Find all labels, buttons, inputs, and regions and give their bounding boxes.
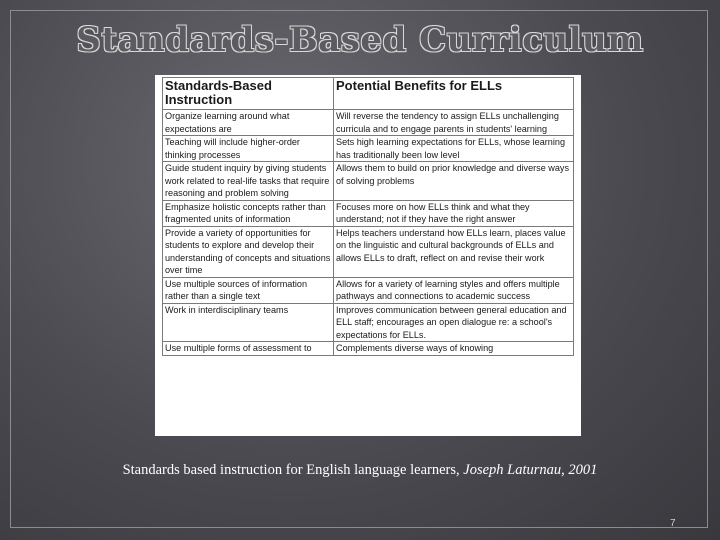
column-header: Potential Benefits for ELLs <box>334 78 574 110</box>
slide-caption <box>0 462 720 479</box>
benefits-table <box>162 77 574 356</box>
table-row <box>163 277 574 303</box>
table-cell: Helps teachers understand how ELLs learn, places value on the linguistic and cultural backgrounds of ELLs and allows ELLs to draft, reflect on and revise their work <box>334 226 574 277</box>
caption-text: Standards based instruction for English language learners, <box>122 462 464 478</box>
table-cell: Guide student inquiry by giving students work related to real-life tasks that require reasoning and problem solving <box>163 162 334 201</box>
table-cell: Organize learning around what expectations are <box>163 110 334 136</box>
table-cell: Teaching will include higher-order thinking processes <box>163 136 334 162</box>
table-row <box>163 162 574 201</box>
table-cell: Focuses more on how ELLs think and what they understand; not if they have the right answer <box>334 200 574 226</box>
slide-title: Standards-Based Curriculum <box>76 20 644 60</box>
table-cell: Use multiple forms of assessment to <box>163 342 334 356</box>
column-header: Standards-Based Instruction <box>163 78 334 110</box>
table-cell: Emphasize holistic concepts rather than fragmented units of information <box>163 200 334 226</box>
table-cell: Allows for a variety of learning styles and offers multiple pathways and connections to academic success <box>334 277 574 303</box>
table-row <box>163 136 574 162</box>
table-cell: Sets high learning expectations for ELLs, whose learning has traditionally been low level <box>334 136 574 162</box>
table-cell: Use multiple sources of information rather than a single text <box>163 277 334 303</box>
table-image <box>155 75 581 436</box>
table-cell: Complements diverse ways of knowing <box>334 342 574 356</box>
table-cell: Provide a variety of opportunities for students to explore and develop their understanding of concepts and situations over time <box>163 226 334 277</box>
table-cell: Work in interdisciplinary teams <box>163 303 334 342</box>
table-row <box>163 110 574 136</box>
table-row <box>163 226 574 277</box>
table-cell: Improves communication between general education and ELL staff; encourages an open dialogue re: a school's expectations for ELLs. <box>334 303 574 342</box>
table-cell: Allows them to build on prior knowledge and diverse ways of solving problems <box>334 162 574 201</box>
caption-citation: Joseph Laturnau, 2001 <box>463 462 598 478</box>
table-header-row <box>163 78 574 110</box>
table-cell: Will reverse the tendency to assign ELLs unchallenging curricula and to engage parents in students' learning <box>334 110 574 136</box>
table-row <box>163 303 574 342</box>
table-row <box>163 342 574 356</box>
table-row <box>163 200 574 226</box>
page-number: 7 <box>670 518 676 529</box>
